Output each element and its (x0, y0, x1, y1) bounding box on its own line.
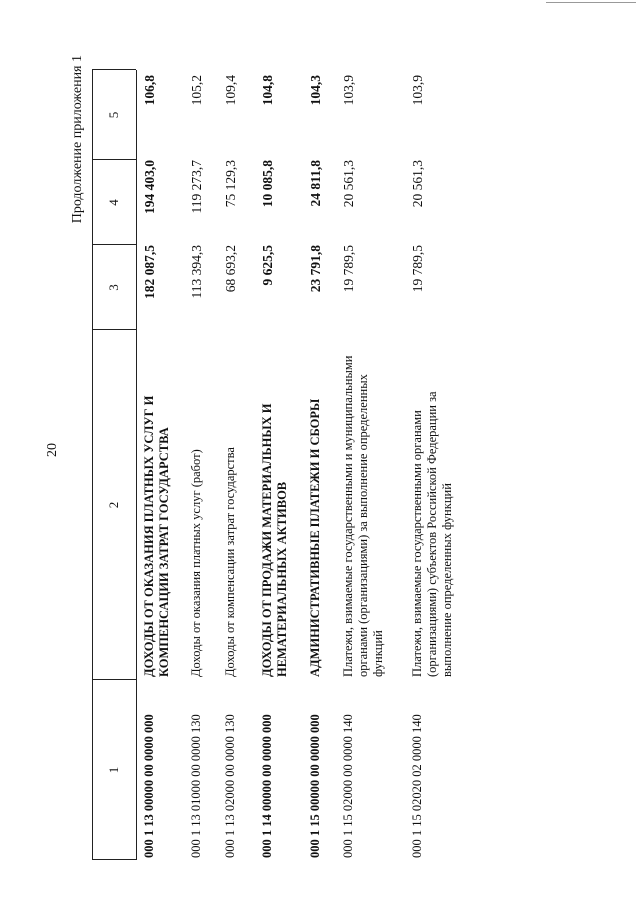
header-col-2: 2 (106, 501, 121, 509)
row-value-3: 19 789,5 (341, 245, 356, 293)
row-value-4: 24 811,8 (308, 160, 323, 207)
row-value-4: 194 403,0 (142, 160, 157, 214)
header-bottom-border (136, 70, 137, 860)
header-col-5: 5 (106, 111, 121, 119)
header-col-4: 4 (106, 199, 121, 206)
appendix-caption: Продолжение приложения 1 (70, 55, 85, 224)
row-name: Платежи, взимаемые государственными и муниципальными органами (организациями) за выполнение определенных функций (341, 355, 385, 677)
row-value-4: 75 129,3 (223, 160, 238, 208)
row-value-5: 103,9 (341, 75, 356, 106)
row-name: АДМИНИСТРАТИВНЫЕ ПЛАТЕЖИ И СБОРЫ (308, 398, 322, 677)
row-value-3: 68 693,2 (223, 245, 238, 293)
row-code: 000 1 15 00000 00 0000 000 (308, 714, 322, 858)
row-code: 000 1 13 00000 00 0000 000 (142, 714, 156, 858)
row-value-3: 113 394,3 (189, 245, 204, 299)
data-table (92, 70, 622, 860)
row-value-5: 109,4 (223, 75, 238, 106)
table-top-border (92, 70, 93, 860)
row-value-3: 23 791,8 (308, 245, 323, 293)
row-code: 000 1 13 01000 00 0000 130 (189, 714, 203, 858)
row-value-5: 104,8 (260, 75, 275, 106)
row-value-5: 103,9 (410, 75, 425, 106)
row-name: ДОХОДЫ ОТ ОКАЗАНИЯ ПЛАТНЫХ УСЛУГ И КОМПЕНСАЦИИ ЗАТРАТ ГОСУДАРСТВА (142, 395, 171, 677)
row-code: 000 1 15 02020 02 0000 140 (410, 714, 424, 858)
row-value-5: 104,3 (308, 75, 323, 106)
row-code: 000 1 13 02000 00 0000 130 (223, 714, 237, 858)
row-value-3: 182 087,5 (142, 245, 157, 299)
row-value-4: 10 085,8 (260, 160, 275, 208)
row-code: 000 1 15 02000 00 0000 140 (341, 714, 355, 858)
row-name: Доходы от компенсации затрат государства (223, 447, 237, 677)
header-col-3: 3 (106, 284, 121, 291)
row-name: ДОХОДЫ ОТ ПРОДАЖИ МАТЕРИАЛЬНЫХ И НЕМАТЕРИАЛЬНЫХ АКТИВОВ (260, 403, 289, 677)
row-value-5: 105,2 (189, 75, 204, 106)
row-value-4: 20 561,3 (410, 160, 425, 208)
row-name: Платежи, взимаемые государственными органами (организациями) субъектов Российской Федерации за выполнение определенных функций (410, 391, 454, 677)
row-code: 000 1 14 00000 00 0000 000 (260, 714, 274, 858)
row-value-4: 119 273,7 (189, 160, 204, 214)
page-number: 20 (45, 443, 60, 457)
header-col-1: 1 (106, 766, 121, 774)
row-value-3: 19 789,5 (410, 245, 425, 293)
row-value-3: 9 625,5 (260, 245, 275, 286)
row-value-5: 106,8 (142, 75, 157, 106)
row-value-4: 20 561,3 (341, 160, 356, 208)
row-name: Доходы от оказания платных услуг (работ) (189, 449, 203, 677)
